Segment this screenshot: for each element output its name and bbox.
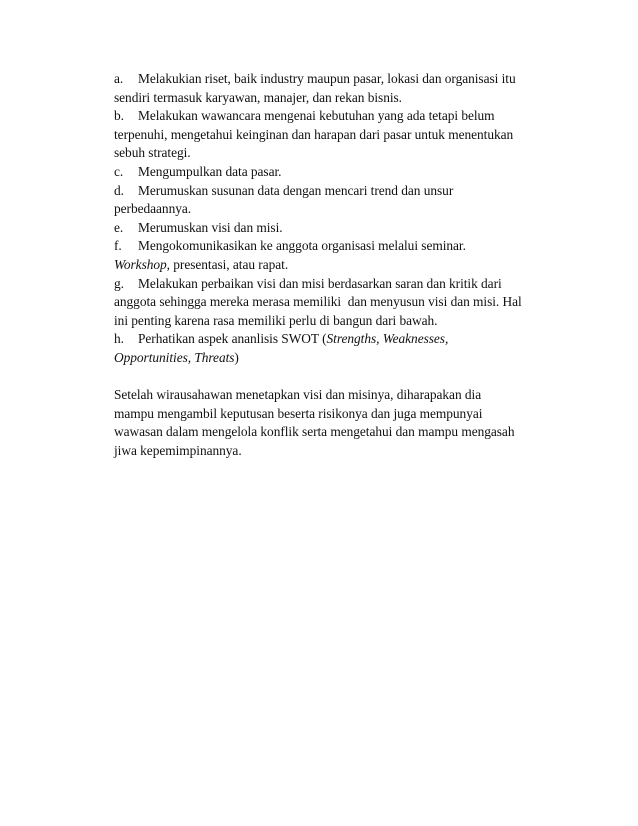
list-item-g-line-3: ini penting karena rasa memiliki perlu di bangun dari bawah. [114,312,438,328]
list-item-g [114,275,574,331]
list-item-a [114,70,574,107]
list-item-e-line-1 [114,219,574,238]
closing-line-3: wawasan dalam mengelola konflik serta mengetahui dan mampu mengasah [114,424,515,440]
list-item-g-line-1 [114,275,574,294]
list-item-b-line-3: sebuh strategi. [114,145,191,161]
list-marker: g. [114,275,124,291]
list-item-d-line-1 [114,182,574,201]
list-marker: e. [114,219,124,235]
list-item-b [114,107,574,163]
list-marker: f. [114,238,122,254]
list-item-g-line-2: anggota sehingga mereka merasa memiliki dan menyusun visi dan misi. Hal [114,294,522,310]
list-item-d-line-2: perbedaannya. [114,201,192,217]
closing-line-2: mampu mengambil keputusan beserta risikonya dan juga mempunyai [114,405,483,421]
list-item-a-line-1 [114,70,574,89]
list-item-h-line-2 [114,349,574,368]
list-item-text: Mengumpulkan data pasar. [138,163,282,179]
closing-paragraph [114,386,574,460]
list-item-f [114,237,574,274]
closing-line-1: Setelah wirausahawan menetapkan visi dan misinya, diharapakan dia [114,387,482,403]
list-item-text: Melakukan wawancara mengenai kebutuhan yang ada tetapi belum [138,108,495,124]
list-item-e [114,219,574,238]
list-item-text: , presentasi, atau rapat. [166,256,289,272]
closing-line-4: jiwa kepemimpinannya. [114,442,242,458]
list-item-f-line-2 [114,256,574,275]
list-item-d [114,182,574,219]
italic-term-swot-1: Strengths, Weaknesses, [326,331,449,347]
list-item-h-line-1 [114,330,574,349]
list-item-c-line-1 [114,163,574,182]
list-item-h [114,330,574,367]
list-item-c [114,163,574,182]
list-item-b-line-1 [114,107,574,126]
list-marker: d. [114,182,124,198]
list-item-b-line-2: terpenuhi, mengetahui keinginan dan harapan dari pasar untuk menentukan [114,126,514,142]
italic-term-workshop: Workshop [114,256,167,272]
list-marker: c. [114,163,124,179]
list-item-f-line-1 [114,237,574,256]
list-item-text: Merumuskan visi dan misi. [138,219,283,235]
list-item-text: Merumuskan susunan data dengan mencari trend dan unsur [138,182,454,198]
list-item-text: ) [234,349,239,365]
list-item-text: Melakukian riset, baik industry maupun pasar, lokasi dan organisasi itu [138,71,516,86]
list-item-text: Perhatikan aspek ananlisis SWOT ( [138,331,327,347]
paragraph-gap [114,368,574,387]
document-body [114,70,574,460]
list-marker: b. [114,108,124,124]
list-item-text: Mengokomunikasikan ke anggota organisasi melalui seminar. [138,238,466,254]
italic-term-swot-2: Opportunities, Threats [114,349,235,365]
list-item-text: Melakukan perbaikan visi dan misi berdasarkan saran dan kritik dari [138,275,502,291]
list-marker: a. [114,71,124,86]
list-marker: h. [114,331,124,347]
list-item-a-line-2: sendiri termasuk karyawan, manajer, dan rekan bisnis. [114,89,402,105]
